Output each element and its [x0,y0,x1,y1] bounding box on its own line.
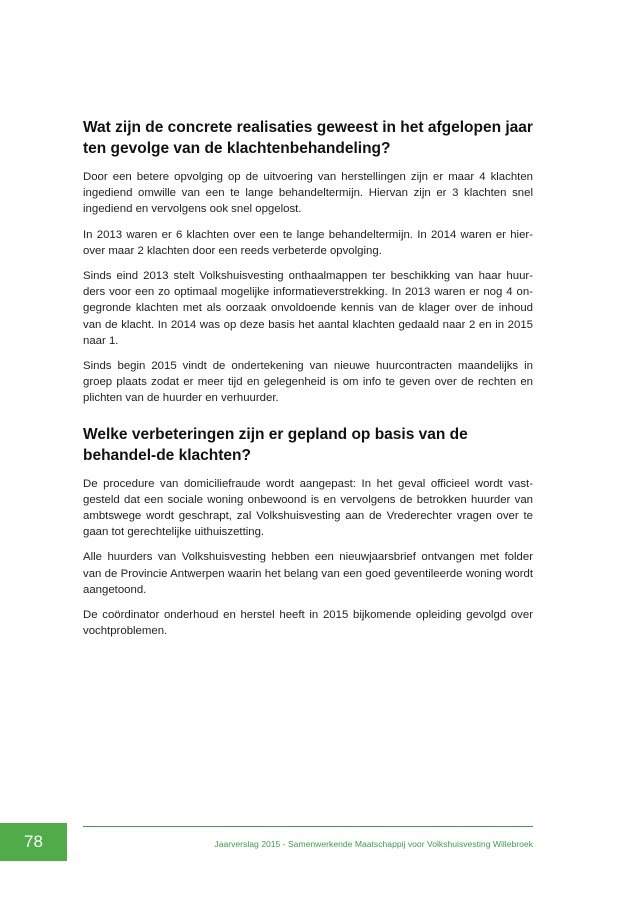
section-realisaties [83,117,533,407]
footer-divider [83,826,533,827]
paragraph: In 2013 waren er 6 klachten over een te lange behandeltermijn. In 2014 waren er hier-over maar 2 klachten door een reeds verbeterde opvolging. [83,228,533,257]
paragraph: Door een betere opvolging op de uitvoering van herstellingen zijn er maar 4 klachten ingediend omwille van een te lange behandeltermijn. Hiervan zijn er 3 klachten snel ingediend en vervolgens ook snel opgelost. [83,171,533,216]
paragraph: De procedure van domiciliefraude wordt aangepast: In het geval officieel wordt vast-gesteld dat een sociale woning onbewoond is en vervolgens de betrokken huurder van ambtswege wordt geschrapt, zal Volkshuisvesting aan de Vrederechter vragen over te gaan tot gerechtelijke uithuiszetting. [83,477,533,539]
section-verbeteringen [83,424,533,640]
paragraph: Alle huurders van Volkshuisvesting hebben een nieuwjaarsbrief ontvangen met folder van de Provincie Antwerpen waarin het belang van een goed geventileerde woning wordt aangetoond. [83,551,533,596]
paragraph: Sinds begin 2015 vindt de ondertekening van nieuwe huurcontracten maandelijks in groep plaats zodat er meer tijd en gelegenheid is om info te geven over de rechten en plichten van de huurder en verhuurder. [83,360,533,405]
page-number-box [0,823,67,861]
section-heading-realisaties: Wat zijn de concrete realisaties geweest in het afgelopen jaar ten gevolge van de klachtenbehandeling? [83,119,533,157]
footer-running-title: Jaarverslag 2015 - Samenwerkende Maatschappij voor Volkshuisvesting Willebroek [214,839,533,849]
paragraph: De coördinator onderhoud en herstel heeft in 2015 bijkomende opleiding gevolgd over vochtproblemen. [83,609,533,638]
paragraph: Sinds eind 2013 stelt Volkshuisvesting onthaalmappen ter beschikking van haar huur-ders voor een zo optimaal mogelijke informatieverstrekking. In 2013 waren er nog 4 on-gegronde klachten met als oorzaak onvoldoende kennis van de klager over de inhoud van de klacht. In 2014 was op deze basis het aantal klachten gedaald naar 2 en in 2015 naar 1. [83,270,533,347]
page-number: 78 [24,832,43,851]
section-heading-verbeteringen: Welke verbeteringen zijn er gepland op basis van de behandel-de klachten? [83,425,468,464]
page-content [83,117,533,648]
